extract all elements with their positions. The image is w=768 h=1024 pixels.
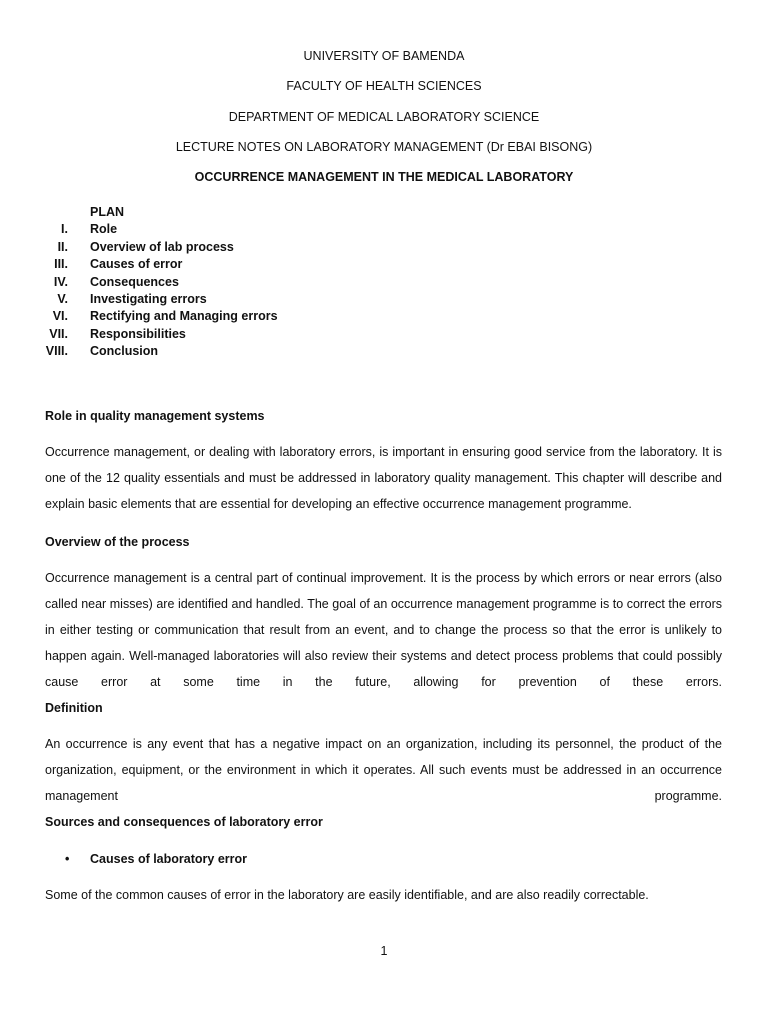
- causes-bullet-item: [65, 851, 247, 867]
- university-name: UNIVERSITY OF BAMENDA: [303, 49, 465, 63]
- plan-item-label: Investigating errors: [90, 291, 207, 306]
- bullet-icon: •: [65, 852, 70, 866]
- plan-item-number: III.: [54, 257, 68, 272]
- department-name: DEPARTMENT OF MEDICAL LABORATORY SCIENCE: [228, 110, 540, 124]
- lecture-title: LECTURE NOTES ON LABORATORY MANAGEMENT (Dr EBAI BISONG): [175, 140, 593, 154]
- plan-item: [30, 291, 278, 308]
- sources-heading: Sources and consequences of laboratory error: [45, 815, 323, 829]
- plan-heading-row: [30, 204, 278, 221]
- plan-item-label: Consequences: [90, 274, 179, 289]
- overview-paragraph: Occurrence management is a central part of continual improvement. It is the process by which errors or near errors (also called near misses) are identified and handled. The goal of an occurrence management programme is to correct the errors in either testing or communication that result from an event, and to change the process so that the error is unlikely to happen again. Well-managed laboratories will also review their systems and detect process problems that could possibly cause error at some time in the future, allowing for prevention of these errors.: [45, 571, 722, 689]
- plan-item: [30, 326, 278, 343]
- plan-item-number: IV.: [53, 274, 68, 289]
- plan-item-label: Conclusion: [90, 344, 159, 359]
- plan-item: [30, 274, 278, 291]
- role-heading: Role in quality management systems: [45, 409, 265, 423]
- plan-item: [30, 308, 278, 325]
- plan-item-number: VIII.: [45, 344, 68, 359]
- plan-item-label: Rectifying and Managing errors: [90, 309, 278, 324]
- plan-item-label: Role: [90, 222, 118, 237]
- causes-heading: Causes of laboratory error: [90, 852, 247, 866]
- plan-item-label: Responsibilities: [90, 326, 186, 341]
- definition-heading: Definition: [45, 701, 103, 715]
- plan-item-number: II.: [57, 239, 68, 254]
- plan-item-number: V.: [57, 291, 68, 306]
- page-number: 1: [380, 944, 388, 958]
- plan-item-label: Overview of lab process: [90, 239, 234, 254]
- plan-item-number: VII.: [49, 326, 68, 341]
- plan-item: [30, 239, 278, 256]
- plan-item-number: VI.: [52, 309, 68, 324]
- overview-heading: Overview of the process: [45, 535, 190, 549]
- plan-item: [30, 343, 278, 360]
- definition-paragraph: An occurrence is any event that has a negative impact on an organization, including its personnel, the product of the organization, equipment, or the environment in which it operates. All such events must be addressed in an occurrence management programme.: [45, 737, 722, 803]
- plan-item: [30, 221, 278, 238]
- plan-list: [30, 204, 278, 361]
- plan-heading: PLAN: [90, 205, 125, 219]
- plan-item: [30, 256, 278, 273]
- faculty-name: FACULTY OF HEALTH SCIENCES: [286, 79, 482, 93]
- plan-item-number: I.: [61, 222, 68, 237]
- causes-paragraph: Some of the common causes of error in the laboratory are easily identifiable, and are also readily correctable.: [45, 888, 649, 902]
- role-paragraph: Occurrence management, or dealing with laboratory errors, is important in ensuring good service from the laboratory. It is one of the 12 quality essentials and must be addressed in laboratory quality management. This chapter will describe and explain basic elements that are essential for developing an effective occurrence management programme.: [45, 445, 722, 511]
- document-title: OCCURRENCE MANAGEMENT IN THE MEDICAL LABORATORY: [194, 170, 574, 184]
- plan-item-label: Causes of error: [90, 257, 183, 272]
